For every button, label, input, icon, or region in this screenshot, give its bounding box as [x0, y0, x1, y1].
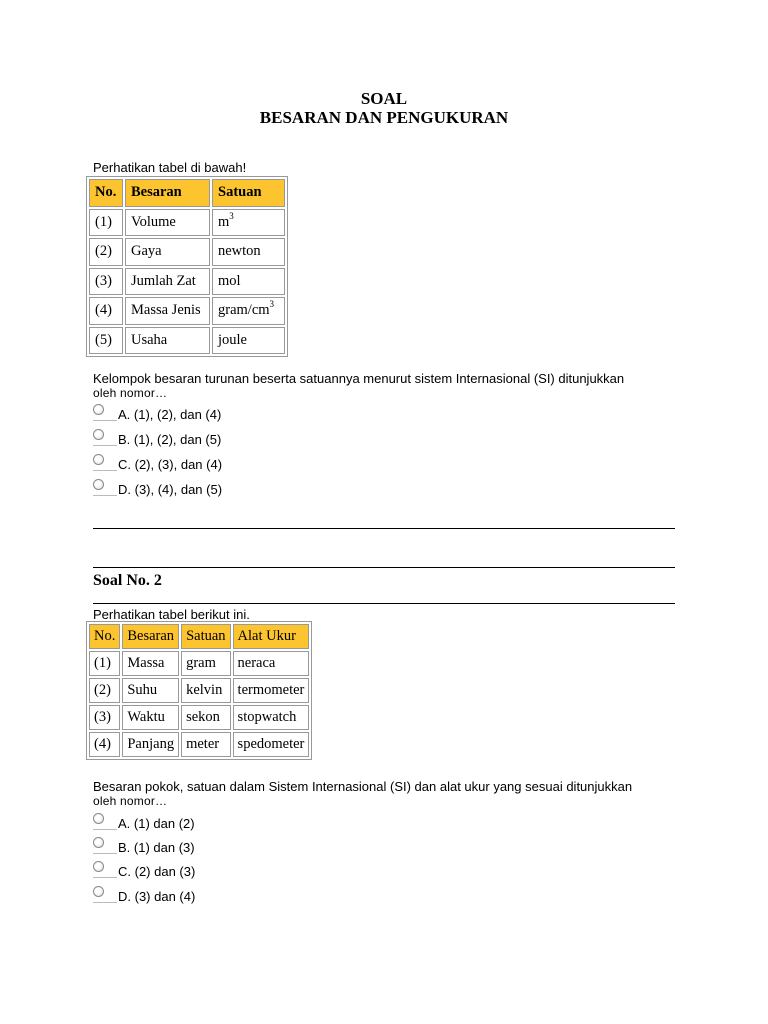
superscript: 3	[269, 299, 275, 310]
option-label: D. (3) dan (4)	[118, 889, 196, 904]
q2-table	[86, 621, 312, 760]
cell-no: (3)	[89, 705, 120, 730]
option-underline	[93, 853, 117, 854]
cell-alat-ukur: neraca	[233, 651, 310, 676]
option-label: D. (3), (4), dan (5)	[118, 482, 223, 497]
q2-header-alat-ukur: Alat Ukur	[233, 624, 310, 649]
cell-satuan: gram	[181, 651, 230, 676]
cell-besaran: Gaya	[125, 238, 210, 266]
q1-header-besaran: Besaran	[125, 179, 210, 207]
divider	[93, 603, 675, 604]
option-underline	[93, 877, 117, 878]
cell-satuan: meter	[181, 732, 230, 757]
q2-question-line2: oleh nomor…	[93, 794, 168, 808]
table-row	[89, 678, 309, 703]
satuan-text: gram/cm	[218, 302, 270, 319]
cell-satuan	[212, 327, 285, 355]
table-row	[89, 651, 309, 676]
cell-besaran: Panjang	[122, 732, 179, 757]
cell-alat-ukur: spedometer	[233, 732, 310, 757]
option-label: C. (2) dan (3)	[118, 864, 196, 879]
cell-besaran: Massa Jenis	[125, 297, 210, 325]
q2-heading: Soal No. 2	[93, 572, 162, 589]
cell-no: (4)	[89, 297, 123, 325]
q1-question-line2: oleh nomor…	[93, 386, 168, 400]
q2-question-line1: Besaran pokok, satuan dalam Sistem Internasional (SI) dan alat ukur yang sesuai ditunjukkan	[93, 779, 633, 794]
q1-header-satuan: Satuan	[212, 179, 285, 207]
option-label: B. (1) dan (3)	[118, 840, 195, 855]
radio-icon[interactable]	[93, 861, 104, 872]
radio-icon[interactable]	[93, 837, 104, 848]
q1-table	[86, 176, 288, 357]
table-row	[89, 268, 285, 296]
option-underline	[93, 902, 117, 903]
superscript: 3	[229, 210, 234, 221]
cell-satuan: kelvin	[181, 678, 230, 703]
radio-icon[interactable]	[93, 404, 104, 415]
cell-satuan	[212, 209, 285, 237]
option-label: A. (1), (2), dan (4)	[118, 407, 222, 422]
divider	[93, 567, 675, 568]
q2-table-header	[89, 624, 309, 649]
cell-besaran: Suhu	[122, 678, 179, 703]
radio-icon[interactable]	[93, 813, 104, 824]
cell-no: (3)	[89, 268, 123, 296]
cell-no: (1)	[89, 209, 123, 237]
q2-intro: Perhatikan tabel berikut ini.	[93, 607, 250, 622]
q2-header-no: No.	[89, 624, 120, 649]
option-underline	[93, 495, 117, 496]
cell-alat-ukur: termometer	[233, 678, 310, 703]
q1-header-no: No.	[89, 179, 123, 207]
radio-icon[interactable]	[93, 454, 104, 465]
page-title: SOAL	[360, 89, 408, 108]
satuan-text: joule	[218, 331, 247, 348]
table-row	[89, 209, 285, 237]
cell-besaran: Usaha	[125, 327, 210, 355]
q2-header-satuan: Satuan	[181, 624, 230, 649]
option-underline	[93, 445, 117, 446]
cell-no: (2)	[89, 238, 123, 266]
cell-besaran: Massa	[122, 651, 179, 676]
table-row	[89, 297, 285, 325]
cell-besaran: Jumlah Zat	[125, 268, 210, 296]
radio-icon[interactable]	[93, 479, 104, 490]
cell-no: (4)	[89, 732, 120, 757]
radio-icon[interactable]	[93, 886, 104, 897]
satuan-text: mol	[218, 272, 241, 289]
option-underline	[93, 829, 117, 830]
cell-no: (5)	[89, 327, 123, 355]
option-label: A. (1) dan (2)	[118, 816, 195, 831]
option-underline	[93, 470, 117, 471]
cell-satuan	[212, 238, 285, 266]
cell-no: (1)	[89, 651, 120, 676]
q2-header-besaran: Besaran	[122, 624, 179, 649]
page-subtitle: BESARAN DAN PENGUKURAN	[259, 108, 509, 127]
q1-table-header	[89, 179, 285, 207]
table-row	[89, 705, 309, 730]
cell-satuan	[212, 268, 285, 296]
table-row	[89, 238, 285, 266]
satuan-text: newton	[218, 243, 261, 260]
option-label: C. (2), (3), dan (4)	[118, 457, 223, 472]
cell-alat-ukur: stopwatch	[233, 705, 310, 730]
cell-no: (2)	[89, 678, 120, 703]
q1-intro: Perhatikan tabel di bawah!	[93, 160, 247, 175]
cell-besaran: Waktu	[122, 705, 179, 730]
divider	[93, 528, 675, 529]
satuan-text: m	[218, 213, 230, 230]
option-label: B. (1), (2), dan (5)	[118, 432, 222, 447]
cell-besaran: Volume	[125, 209, 210, 237]
table-row	[89, 327, 285, 355]
table-row	[89, 732, 309, 757]
q1-question-line1: Kelompok besaran turunan beserta satuannya menurut sistem Internasional (SI) ditunjukkan	[93, 371, 625, 386]
option-underline	[93, 420, 117, 421]
radio-icon[interactable]	[93, 429, 104, 440]
cell-satuan	[212, 297, 285, 325]
cell-satuan: sekon	[181, 705, 230, 730]
